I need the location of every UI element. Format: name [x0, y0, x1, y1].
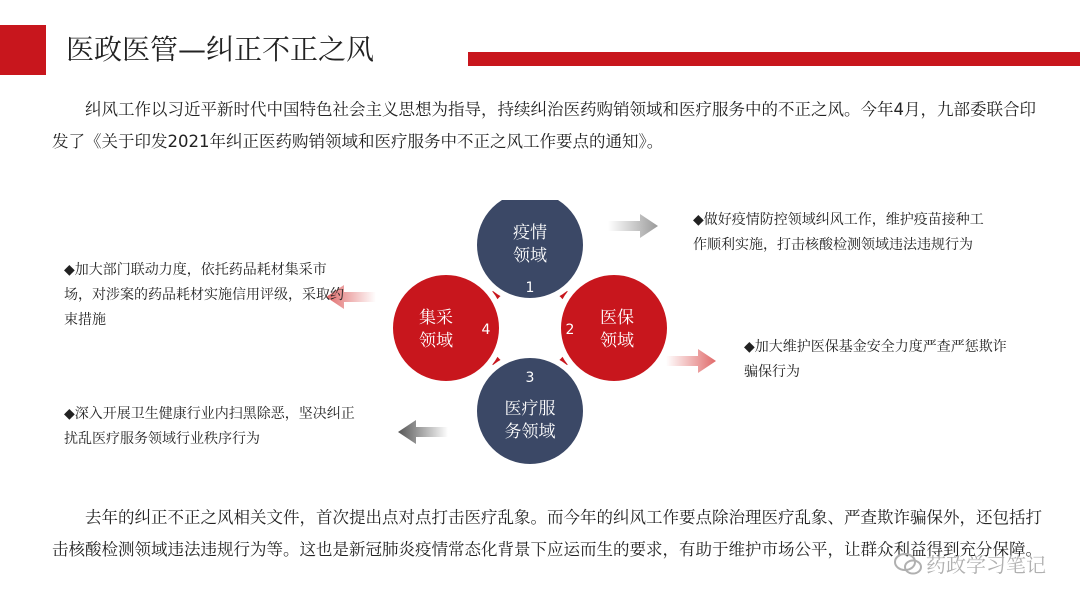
wechat-icon — [894, 552, 922, 581]
title-accent-bar — [468, 52, 1080, 66]
segment-4-number: 4 — [481, 322, 491, 338]
segment-1-label-line1: 疫情 — [513, 223, 547, 243]
segment-2-label-line1: 医保 — [600, 308, 634, 328]
segment-4-label-line2: 领域 — [419, 331, 453, 351]
watermark — [894, 549, 1046, 581]
segment-3-number: 3 — [525, 370, 535, 386]
segment-3-label-line2: 务领域 — [504, 422, 556, 442]
note-insurance: ◆加大维护医保基金安全力度严查严惩欺诈骗保行为 — [744, 339, 1007, 380]
watermark-text: 药政学习笔记 — [926, 553, 1046, 577]
note-medical-service: ◆深入开展卫生健康行业内扫黑除恶，坚决纠正扰乱医疗服务领域行业秩序行为 — [64, 406, 355, 447]
segment-2-label-line2: 领域 — [600, 331, 634, 351]
segment-4-label-line1: 集采 — [419, 308, 453, 328]
note-procurement: ◆加大部门联动力度，依托药品耗材集采市场，对涉案的药品耗材实施信用评级，采取约束措施 — [64, 262, 344, 328]
segment-1-number: 1 — [525, 280, 535, 296]
note-epidemic: ◆做好疫情防控领域纠风工作，维护疫苗接种工作顺利实施，打击核酸检测领域违法违规行为 — [693, 212, 984, 253]
segment-3-label-line1: 医疗服 — [504, 399, 556, 419]
segment-2-circle — [558, 272, 670, 384]
segment-1-label-line2: 领域 — [513, 246, 547, 266]
title-accent-block — [0, 25, 46, 75]
conclusion-paragraph: 去年的纠正不正之风相关文件，首次提出点对点打击医疗乱象。而今年的纠风工作要点除治理医疗乱象、严查欺诈骗保外，还包括打击核酸检测领域违法违规行为等。这也是新冠肺炎疫情常态化背景下应运而生的要求，有助于维护市场公平，让群众利益得到充分保障。 — [52, 508, 1042, 559]
arrow-right-icon — [666, 349, 716, 373]
arrow-right-icon — [608, 214, 658, 238]
segment-2-number: 2 — [565, 322, 575, 338]
page-title: 医政医管—纠正不正之风 — [66, 33, 375, 66]
arrow-left-icon — [398, 420, 448, 444]
intro-paragraph: 纠风工作以习近平新时代中国特色社会主义思想为指导，持续纠治医药购销领域和医疗服务中的不正之风。今年4月，九部委联合印发了《关于印发2021年纠正医药购销领域和医疗服务中不正之风工作要点的通知》。 — [52, 100, 1036, 151]
